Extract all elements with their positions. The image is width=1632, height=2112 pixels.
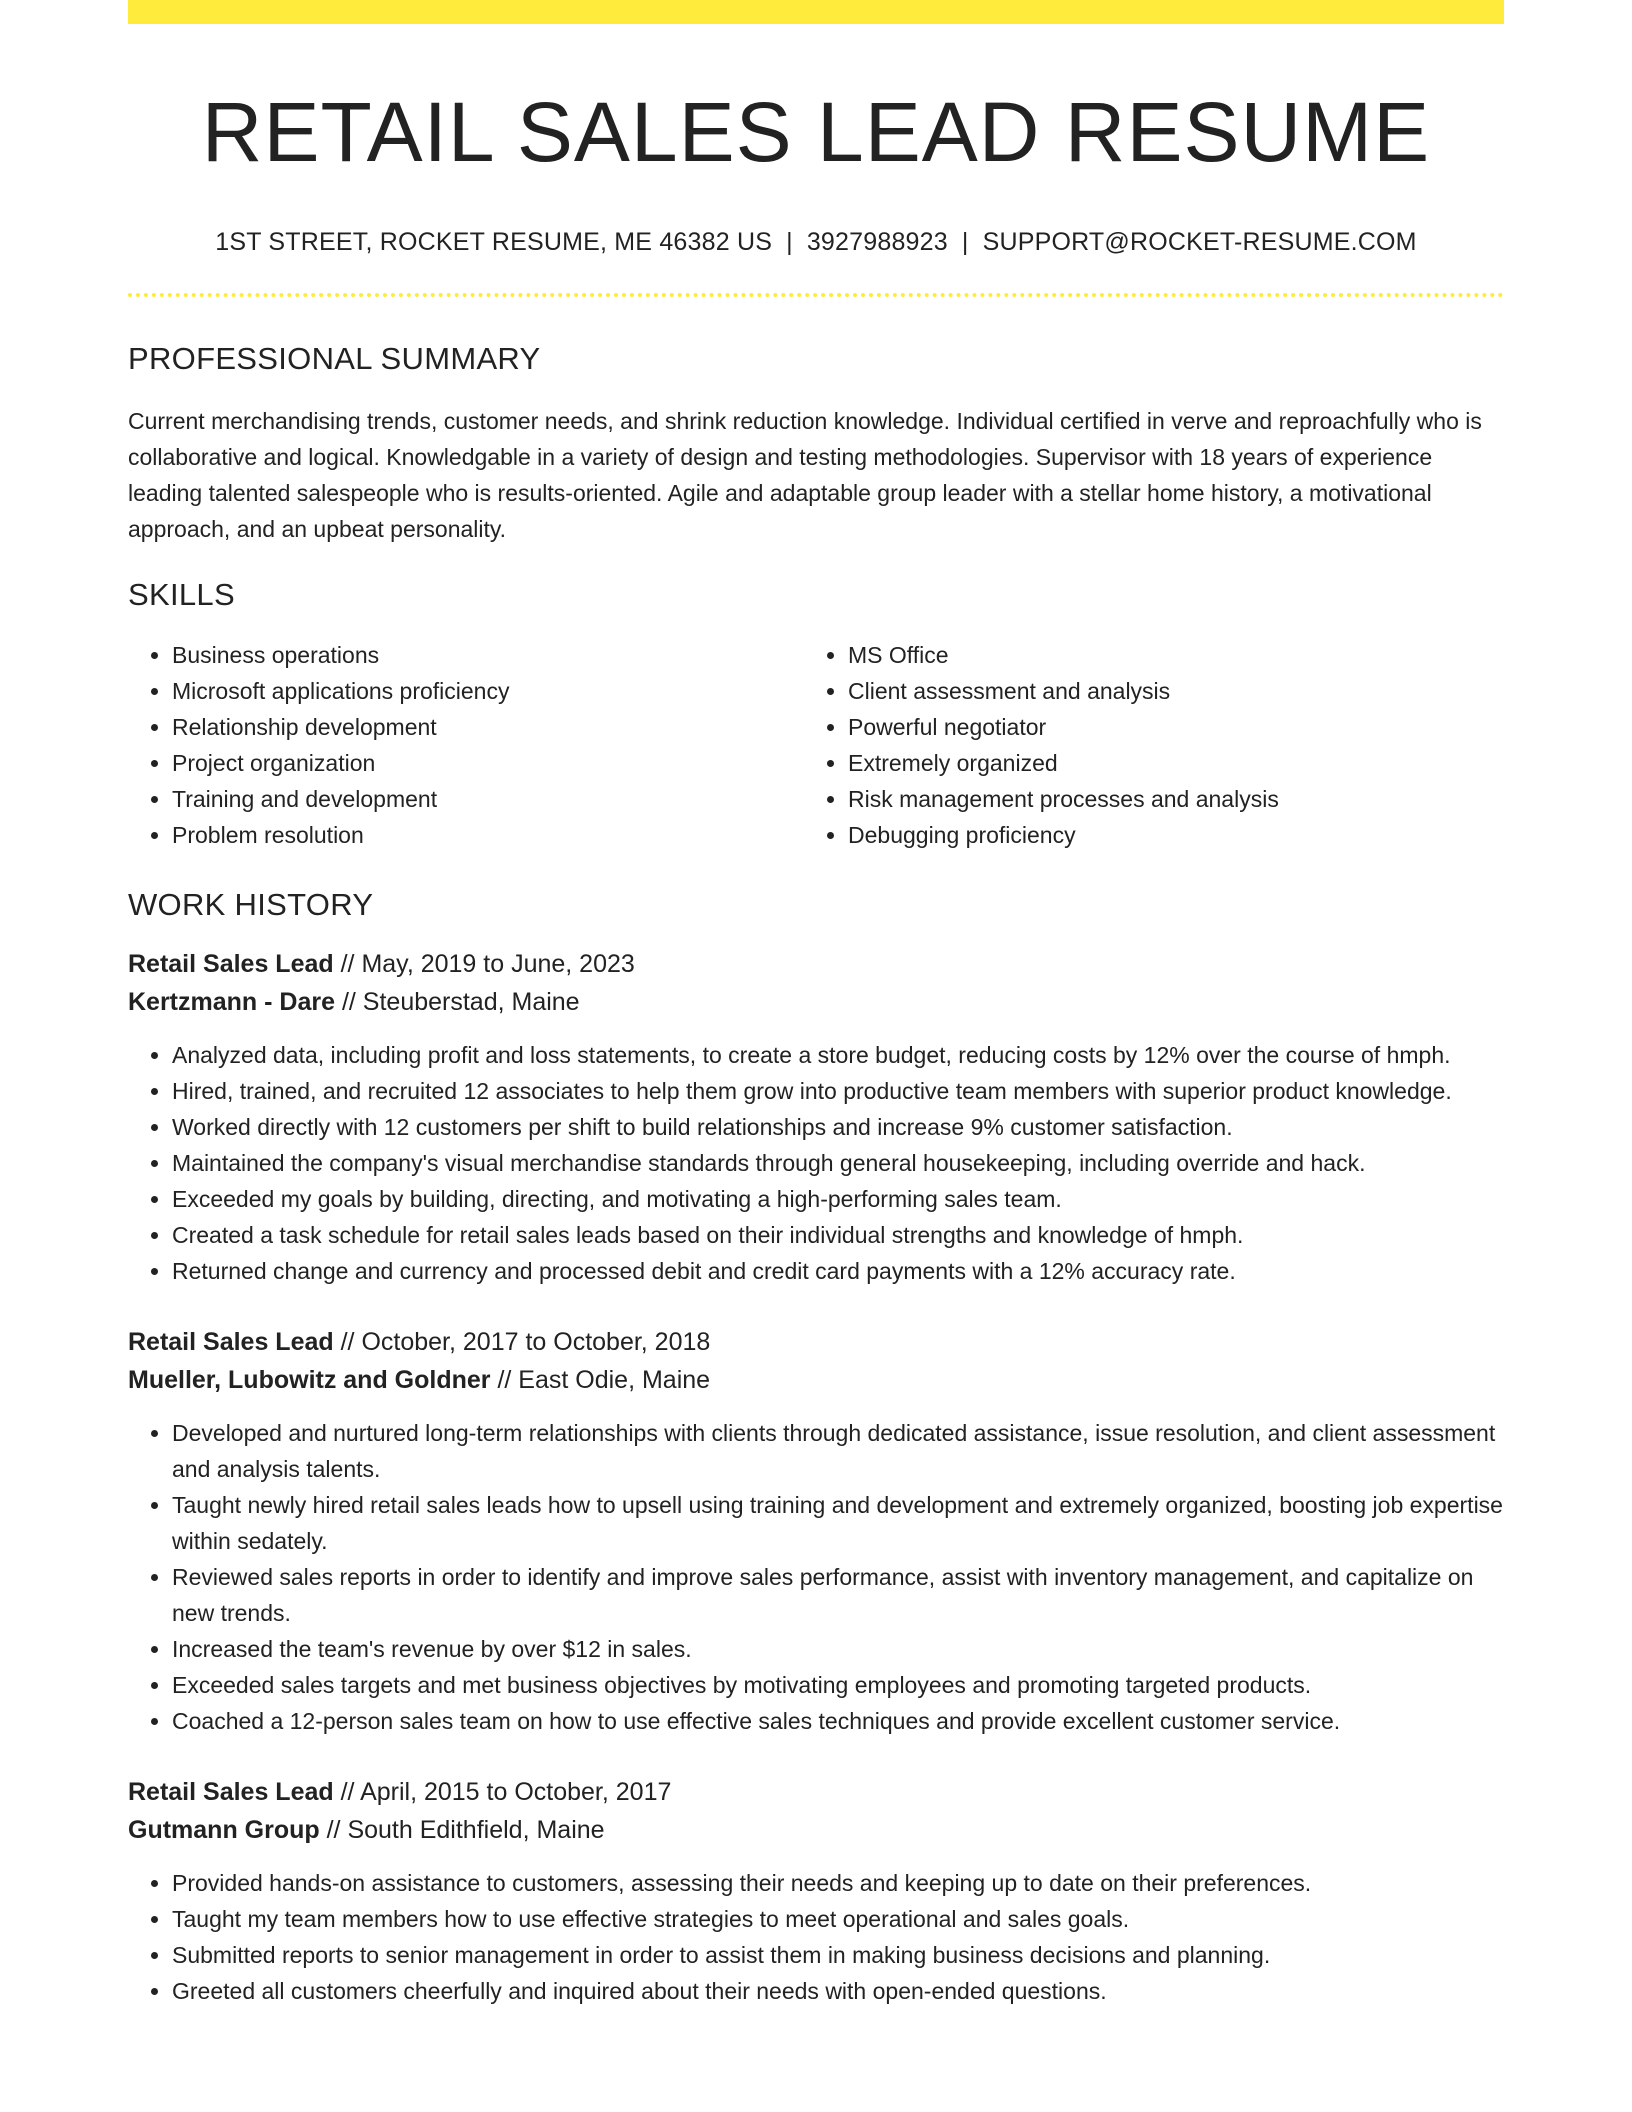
job-bullet: • Taught newly hired retail sales leads how to upsell using training and development and extremely organized, boosting job expertise within sedately. (172, 1487, 1504, 1559)
job-title: Retail Sales Lead (128, 950, 334, 979)
job-entry (128, 945, 1504, 1289)
skill-item: • Extremely organized (848, 745, 1480, 781)
job-dates: // May, 2019 to June, 2023 (340, 950, 635, 979)
job-company: Kertzmann - Dare (128, 988, 335, 1017)
job-entry (128, 1323, 1504, 1739)
job-bullet: • Provided hands-on assistance to customers, assessing their needs and keeping up to date on their preferences. (172, 1865, 1504, 1901)
skill-item: • Business operations (172, 637, 804, 673)
skill-item: • Project organization (172, 745, 804, 781)
contact-phone: 3927988923 (806, 228, 948, 257)
skill-item: • Relationship development (172, 709, 804, 745)
skill-item: • Risk management processes and analysis (848, 781, 1480, 817)
skill-item: • Debugging proficiency (848, 817, 1480, 853)
job-bullet: • Hired, trained, and recruited 12 associates to help them grow into productive team members with superior product knowledge. (172, 1073, 1504, 1109)
job-company-line (128, 983, 1504, 1021)
skills-column-left (128, 637, 804, 853)
contact-email: SUPPORT@ROCKET-RESUME.COM (982, 228, 1417, 257)
skill-item: • Problem resolution (172, 817, 804, 853)
job-bullet: • Taught my team members how to use effective strategies to meet operational and sales goals. (172, 1901, 1504, 1937)
job-title-line (128, 945, 1504, 983)
skill-item: • Training and development (172, 781, 804, 817)
job-bullet: • Reviewed sales reports in order to identify and improve sales performance, assist with inventory management, and capitalize on new trends. (172, 1559, 1504, 1631)
job-bullet: • Returned change and currency and processed debit and credit card payments with a 12% accuracy rate. (172, 1253, 1504, 1289)
job-bullet: • Maintained the company's visual merchandise standards through general housekeeping, including override and hack. (172, 1145, 1504, 1181)
job-title: Retail Sales Lead (128, 1778, 334, 1807)
job-bullet: • Exceeded my goals by building, directing, and motivating a high-performing sales team. (172, 1181, 1504, 1217)
job-bullet: • Created a task schedule for retail sales leads based on their individual strengths and knowledge of hmph. (172, 1217, 1504, 1253)
accent-top-bar (128, 0, 1504, 24)
skills-list (128, 637, 1504, 853)
job-title: Retail Sales Lead (128, 1328, 334, 1357)
work-history-heading: WORK HISTORY (128, 887, 374, 923)
job-bullet: • Increased the team's revenue by over $12 in sales. (172, 1631, 1504, 1667)
job-bullet: • Coached a 12-person sales team on how to use effective sales techniques and provide excellent customer service. (172, 1703, 1504, 1739)
job-bullet: • Developed and nurtured long-term relationships with clients through dedicated assistance, issue resolution, and client assessment and analysis talents. (172, 1415, 1504, 1487)
job-bullets (128, 1865, 1504, 2009)
summary-heading: PROFESSIONAL SUMMARY (128, 341, 541, 377)
contact-line (128, 228, 1504, 257)
contact-separator: | (786, 228, 793, 257)
skills-column-right (804, 637, 1480, 853)
job-title-line (128, 1323, 1504, 1361)
summary-text: Current merchandising trends, customer needs, and shrink reduction knowledge. Individual certified in verve and reproachfully who is collaborative and logical. Knowledgable in a variety of design and testing methodologies. Supervisor with 18 years of experience leading talented salespeople who is results-oriented. Agile and adaptable group leader with a stellar home history, a motivational approach, and an upbeat personality. (128, 408, 1482, 543)
job-location: // Steuberstad, Maine (341, 988, 580, 1017)
job-company-line (128, 1811, 1504, 1849)
job-location: // East Odie, Maine (497, 1366, 711, 1395)
skill-item: • Microsoft applications proficiency (172, 673, 804, 709)
job-dates: // April, 2015 to October, 2017 (340, 1778, 672, 1807)
dotted-divider (128, 293, 1504, 297)
job-company-line (128, 1361, 1504, 1399)
skill-item: • Client assessment and analysis (848, 673, 1480, 709)
job-company: Mueller, Lubowitz and Goldner (128, 1366, 491, 1395)
job-bullets (128, 1415, 1504, 1739)
job-entry (128, 1773, 1504, 2009)
job-bullet: • Greeted all customers cheerfully and inquired about their needs with open-ended questions. (172, 1973, 1504, 2009)
resume-page (128, 0, 1504, 2009)
skill-item: • MS Office (848, 637, 1480, 673)
job-title-line (128, 1773, 1504, 1811)
contact-address: 1ST STREET, ROCKET RESUME, ME 46382 US (215, 228, 773, 257)
job-bullet: • Worked directly with 12 customers per shift to build relationships and increase 9% customer satisfaction. (172, 1109, 1504, 1145)
job-dates: // October, 2017 to October, 2018 (340, 1328, 711, 1357)
page-title: RETAIL SALES LEAD RESUME (201, 85, 1431, 179)
job-company: Gutmann Group (128, 1816, 320, 1845)
job-bullet: • Analyzed data, including profit and loss statements, to create a store budget, reducing costs by 12% over the course of hmph. (172, 1037, 1504, 1073)
contact-separator: | (961, 228, 969, 257)
skills-heading: SKILLS (128, 577, 235, 613)
skill-item: • Powerful negotiator (848, 709, 1480, 745)
job-bullet: • Exceeded sales targets and met business objectives by motivating employees and promoting targeted products. (172, 1667, 1504, 1703)
job-location: // South Edithfield, Maine (326, 1816, 605, 1845)
job-bullet: • Submitted reports to senior management in order to assist them in making business decisions and planning. (172, 1937, 1504, 1973)
job-bullets (128, 1037, 1504, 1289)
